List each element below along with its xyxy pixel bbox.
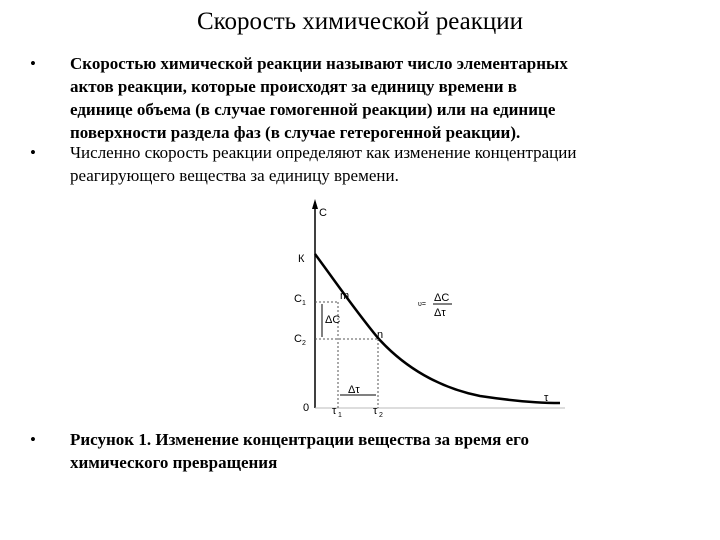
bullet-line: Численно скорость реакции определяют как изменение концентрации xyxy=(70,143,577,162)
slide-title: Скорость химической реакции xyxy=(196,8,524,35)
bullet-figure-caption xyxy=(30,428,670,474)
concentration-time-figure xyxy=(280,198,570,420)
tau2-subscript: 2 xyxy=(379,412,383,419)
delta-tau-label: Δτ xyxy=(348,384,360,396)
bullet-line: поверхности раздела фаз (в случае гетерогенной реакции). xyxy=(70,123,521,142)
tau1-subscript: 1 xyxy=(338,412,342,419)
bullet-definition xyxy=(30,52,670,144)
point-n-label: n xyxy=(377,329,384,341)
bullet-line: Скоростью химической реакции называют число элементарных xyxy=(70,54,568,73)
y-axis-arrow xyxy=(312,199,318,209)
c2-subscript: 2 xyxy=(302,340,306,347)
caption-line: химического превращения xyxy=(70,453,278,472)
concentration-curve xyxy=(315,254,560,403)
bullet-symbol: • xyxy=(30,54,36,73)
delta-c-label: ΔC xyxy=(325,314,341,326)
bullet-numeric-rate xyxy=(30,141,680,187)
bullet-line: актов реакции, которые происходят за единицу времени в xyxy=(70,77,517,96)
k-label: К xyxy=(298,253,305,265)
rate-prefix: υ= xyxy=(418,301,426,308)
tau1-label: τ xyxy=(332,405,337,417)
tau2-label: τ xyxy=(373,405,378,417)
bullet-line: единице объема (в случае гомогенной реакции) или на единице xyxy=(70,100,556,119)
point-m-label: m xyxy=(340,290,350,302)
origin-label: 0 xyxy=(303,402,310,414)
tau-axis-label: τ xyxy=(544,392,549,404)
bullet-symbol: • xyxy=(30,430,36,449)
c2-label: C xyxy=(294,333,302,345)
c1-label: C xyxy=(294,293,302,305)
c1-subscript: 1 xyxy=(302,300,306,307)
bullet-symbol: • xyxy=(30,143,36,162)
rate-denominator: Δτ xyxy=(434,307,446,319)
y-axis-label: C xyxy=(319,207,327,219)
rate-numerator: ΔC xyxy=(434,292,450,304)
bullet-line: реагирующего вещества за единицу времени. xyxy=(70,166,399,185)
caption-line: Рисунок 1. Изменение концентрации вещества за время его xyxy=(70,430,529,449)
